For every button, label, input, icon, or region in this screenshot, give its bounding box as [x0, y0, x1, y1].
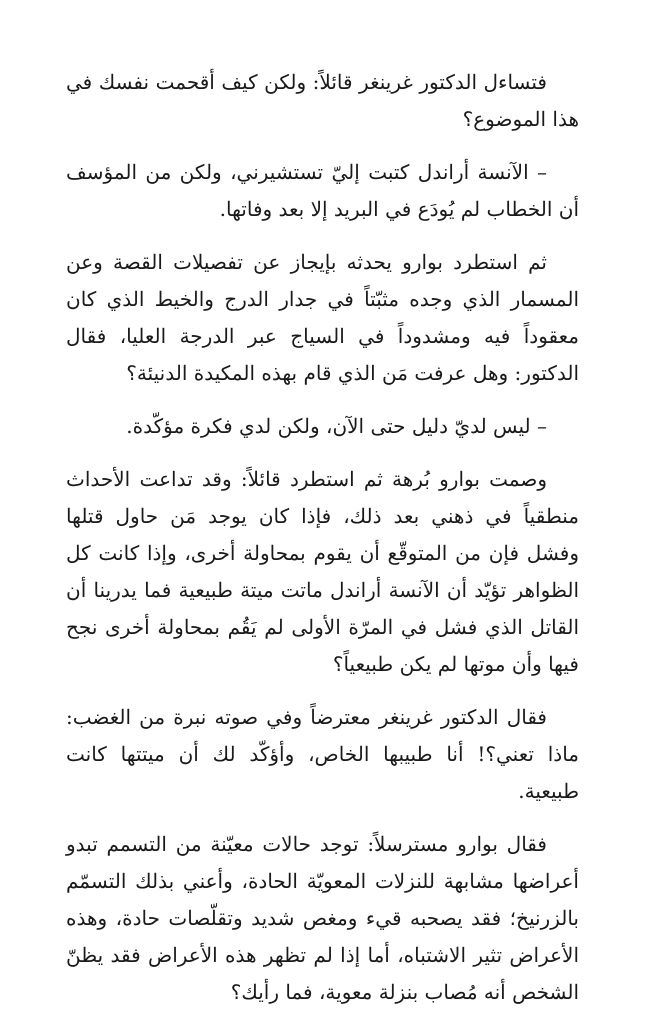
paragraph-2: – الآنسة أراندل كتبت إليّ تستشيرني، ولكن من المؤسف أن الخطاب لم يُودَع في البريد إلا بعد وفاتها.	[66, 160, 579, 221]
paragraph-4: – ليس لديّ دليل حتى الآن، ولكن لدي فكرة مؤكّدة.	[126, 414, 547, 438]
paragraph-1: فتساءل الدكتور غرينغر قائلاً: ولكن كيف أقحمت نفسك في هذا الموضوع؟	[66, 70, 579, 131]
paragraph-3: ثم استطرد بوارو يحدثه بإيجاز عن تفصيلات القصة وعن المسمار الذي وجده مثبّتاً في جدار الدرج والخيط الذي كان معقوداً فيه ومشدوداً في السياج عبر الدرجة العليا، فقال الدكتور: وهل عرفت مَن الذي قام بهذه المكيدة الدنيئة؟	[66, 250, 579, 385]
paragraph-7: فقال بوارو مسترسلاً: توجد حالات معيّنة من التسمم تبدو أعراضها مشابهة للنزلات المعويّة الحادة، وأعني بذلك التسمّم بالزرنيخ؛ فقد يصحبه قيء ومغص شديد وتقلّصات حادة، وهذه الأعراض تثير الاشتباه، أما إذا لم تظهر هذه الأعراض فقد يظنّ الشخص أنه مُصاب بنزلة معوية، فما رأيك؟	[66, 832, 579, 1004]
paragraph-6: فقال الدكتور غرينغر معترضاً وفي صوته نبرة من الغضب: ماذا تعني؟! أنا طبيبها الخاص، وأؤكّد لك أن ميتتها كانت طبيعية.	[66, 705, 579, 803]
paragraph-5: وصمت بوارو بُرهة ثم استطرد قائلاً: وقد تداعت الأحداث منطقياً في ذهني بعد ذلك، فإذا كان يوجد مَن حاول قتلها وفشل فإن من المتوقّع أن يقوم بمحاولة أخرى، وإذا كانت كل الظواهر تؤيّد أن الآنسة أراندل ماتت ميتة طبيعية فما يدرينا أن القاتل الذي فشل في المرّة الأولى لم يَقُم بمحاولة أخرى نجح فيها وأن موتها لم يكن طبيعياً؟	[66, 467, 579, 676]
